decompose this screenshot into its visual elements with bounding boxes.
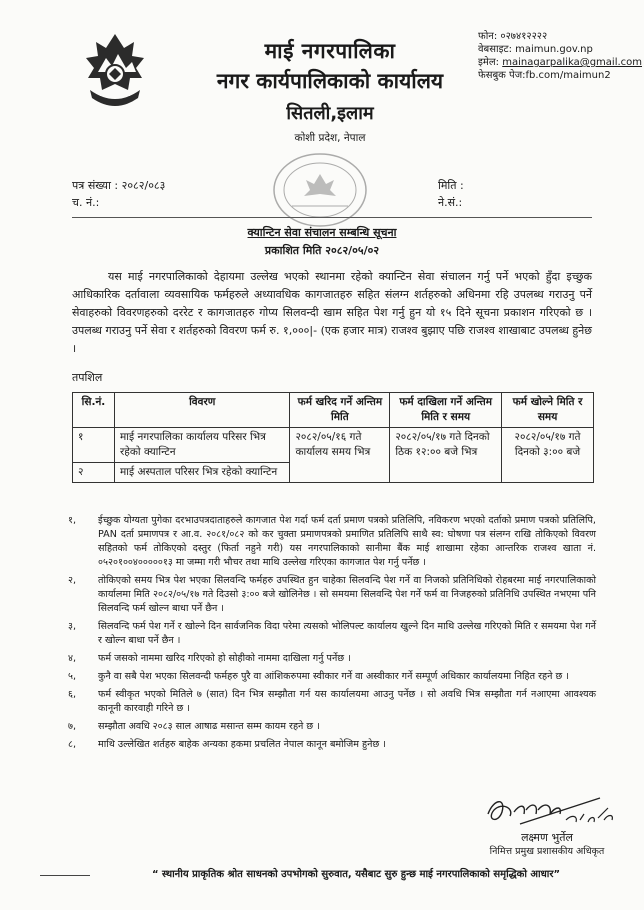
divider (72, 217, 592, 218)
col-header-description: विवरण (114, 393, 290, 428)
table-cell: २०८२/०५/१७ गते दिनको ठिक १२:०० बजे भित्र (390, 428, 502, 483)
term-number: ६, (68, 689, 77, 700)
office-header (190, 36, 470, 146)
nepal-sambat-field: ने.सं.: (438, 196, 463, 209)
list-item (68, 688, 596, 716)
term-text: माथि उल्लेखित शर्तहरु बाहेक अन्यका हकमा प्रचलित नेपाल कानून बमोजिम हुनेछ । (98, 739, 386, 750)
signatory-name: लक्ष्मण भुर्तेल (521, 831, 573, 844)
office-name: नगर कार्यपालिकाको कार्यालय (216, 69, 444, 93)
term-number: २, (68, 575, 77, 586)
email-label: इमेल: (478, 57, 503, 68)
table-header-row (73, 393, 594, 428)
nepal-emblem-icon (76, 28, 154, 112)
office-address: सितली,इलाम (286, 103, 374, 124)
col-header-serial: सि.नं. (73, 393, 115, 428)
footer-motto (40, 866, 620, 882)
term-text: कुनै वा सबै पेश भएका सिलवन्दी फर्महरु पुरै वा आंशिकरुपमा स्वीकार गर्ने वा अस्वीकार गर्ने सम्पूर्ण अधिकार कार्यालयमा निहित रहने छ । (98, 671, 569, 682)
notice-subject (0, 225, 644, 240)
list-item (68, 620, 596, 648)
website: वेबसाइट: maimun.gov.np (478, 44, 593, 55)
table-cell: १ (73, 428, 115, 463)
table-row (73, 428, 594, 463)
contact-block (478, 30, 642, 82)
term-text: तोकिएको समय भित्र पेश भएका सिलवन्दि फर्महरु उपस्थित हुन चाहेका सिलवन्दि पेश गर्ने वा निजको प्रतिनिधिको रोहबरमा माई नगरपालिकाको कार्यालमा मिति २०८२/०५/१७ गते दिउसो ३:०० बजे खोलिनेछ । सो समयमा सिलवन्दि पेश गर्ने फर्म वा निजहरुको प्रतिनिधि उपस्थित नभएमा पनि सिलवन्दि फर्म खोल्न बाधा पर्ने छैन । (98, 575, 596, 614)
email (478, 56, 642, 69)
table-cell: माई नगरपालिका कार्यालय परिसर भित्र रहेको क्यान्टिन (114, 428, 290, 463)
email-address: mainagarpalika@gmail.com (502, 57, 643, 68)
footer-motto-text: “ स्थानीय प्राकृतिक श्रोत साधनको उपभोगको सुरुवात, यसैबाट सुरु हुन्छ माई नगरपालिकाको समृद्धिको आधार” (151, 869, 561, 880)
list-item (68, 652, 596, 666)
schedule-heading: तपशिल (72, 371, 103, 384)
date-field: मिति : (438, 179, 464, 192)
table-cell: माई अस्पताल परिसर भित्र रहेको क्यान्टिन (114, 463, 290, 483)
col-header-purchase-deadline: फर्म खरिद गर्ने अन्तिम मिति (290, 393, 390, 428)
term-text: ईच्छुक योग्यता पुगेका दरभाउपत्रदाताहरुले कागजात पेश गर्दा फर्म दर्ता प्रमाण पत्रको प्रतिलिपि, नविकरण भएको दर्ताको प्रमाण पत्रको प्रतिलिपि, PAN दर्ता प्रमाणपत्र र आ.व. २०८१/०८२ को कर चुक्ता प्रमाणपत्रको प्रमाणित प्रतिलिपि साथै स्व: घोषणा पत्र संलग्न राखि तोकिएको विवरण सहितको फर्म तोकिएको दस्तुर (फिर्ता नहुने गरी) यस नगरपालिकाको सानीमा बैंक माई शाखामा रहेका आन्तरिक राजश्व खाता नं. ०५२०१००४०००००१३ मा जम्मा गरी भौचर तथा माथि उल्लेख गरिएका कागजात पेश गर्नु पर्नेछ । (98, 515, 596, 568)
office-seal-stamp (270, 150, 370, 230)
term-number: ५, (68, 671, 77, 682)
municipality-name: माई नगरपालिका (264, 39, 396, 63)
terms-list (68, 514, 596, 756)
term-text: फर्म स्वीकृत भएको मितिले ७ (सात) दिन भित्र सम्झौता गर्न यस कार्यालयमा आउनु पर्नेछ । सो अवधि भित्र सम्झौता गर्न नआएमा आवश्यक कानूनी कारवाही गरिने छ । (98, 689, 596, 714)
handwritten-signature (480, 790, 630, 830)
province-country: कोशी प्रदेश, नेपाल (294, 132, 366, 144)
signatory-designation: निमित्त प्रमुख प्रशासकीय अधिकृत (489, 846, 605, 857)
term-number: १, (68, 515, 77, 526)
list-item (68, 670, 596, 684)
table-cell: २०८२/०५/१६ गते कार्यालय समय भित्र (290, 428, 390, 483)
publication-date: प्रकाशित मिति २०८२/०५/०२ (264, 244, 380, 257)
footer-divider (40, 875, 90, 876)
list-item (68, 514, 596, 570)
term-text: सम्झौता अवधि २०८३ साल आषाढ मसान्त सम्म कायम रहने छ । (98, 721, 320, 732)
list-item (68, 574, 596, 616)
list-item (68, 738, 596, 752)
term-number: ३, (68, 621, 77, 632)
phone-number: फोन: ०२७४१२२२२ (478, 31, 548, 42)
list-item (68, 720, 596, 734)
notice-intro: यस माई नगरपालिकाको देहायमा उल्लेख भएको स्थानमा रहेको क्यान्टिन सेवा संचालन गर्नु पर्ने भएको हुँदा इच्छुक आधिकारिक दर्तावाला व्यवसायिक फर्महरुले अध्यावधिक कागजातहरु सहित संलग्न शर्तहरुको अधिनमा रहि उपलब्ध गराउनु पर्ने सेवाहरुको विवरणहरुको दररेट र कागजातहरु गोप्य सिलवन्दी खाम सहित पेश गर्नु हुन यो १५ दिने सूचना प्रकाशन गरिएको छ । उपलब्ध गराउनु पर्ने सेवा र शर्तहरुको विवरण फर्म रु. १,०००|- (एक हजार मात्र) राजश्व बुझाए पछि राजश्व शाखाबाट उपलब्ध हुनेछ । (72, 270, 593, 355)
term-number: ४, (68, 653, 77, 664)
term-number: ८, (68, 739, 77, 750)
col-header-submission-deadline: फर्म दाखिला गर्ने अन्तिम मिति र समय (390, 393, 502, 428)
term-number: ७, (68, 721, 77, 732)
table-cell: २०८२/०५/१७ गते दिनको ३:०० बजे (502, 428, 594, 483)
term-text: सिलवन्दि फर्म पेश गर्ने र खोल्ने दिन सार्वजनिक विदा परेमा त्यसको भोलिपल्ट कार्यालय खुल्ने दिन माथि उल्लेख गरिएको मिति र समयमा पेश गर्ने र खोल्न बाधा पर्ने छैन । (98, 621, 596, 646)
table-cell: २ (73, 463, 115, 483)
dispatch-number: च. नं.: (72, 196, 100, 209)
reference-number: पत्र संख्या : २०८२/०८३ (72, 179, 166, 192)
notice-subject-text: क्यान्टिन सेवा संचालन सम्बन्धि सूचना (247, 226, 397, 239)
schedule-table (72, 392, 594, 483)
term-text: फर्म जसको नाममा खरिद गरिएको हो सोहीको नाममा दाखिला गर्नु पर्नेछ । (98, 653, 351, 664)
col-header-opening-time: फर्म खोल्ने मिति र समय (502, 393, 594, 428)
signatory (462, 830, 632, 859)
facebook-page: फेसबुक पेज:fb.com/maimun2 (478, 70, 611, 81)
